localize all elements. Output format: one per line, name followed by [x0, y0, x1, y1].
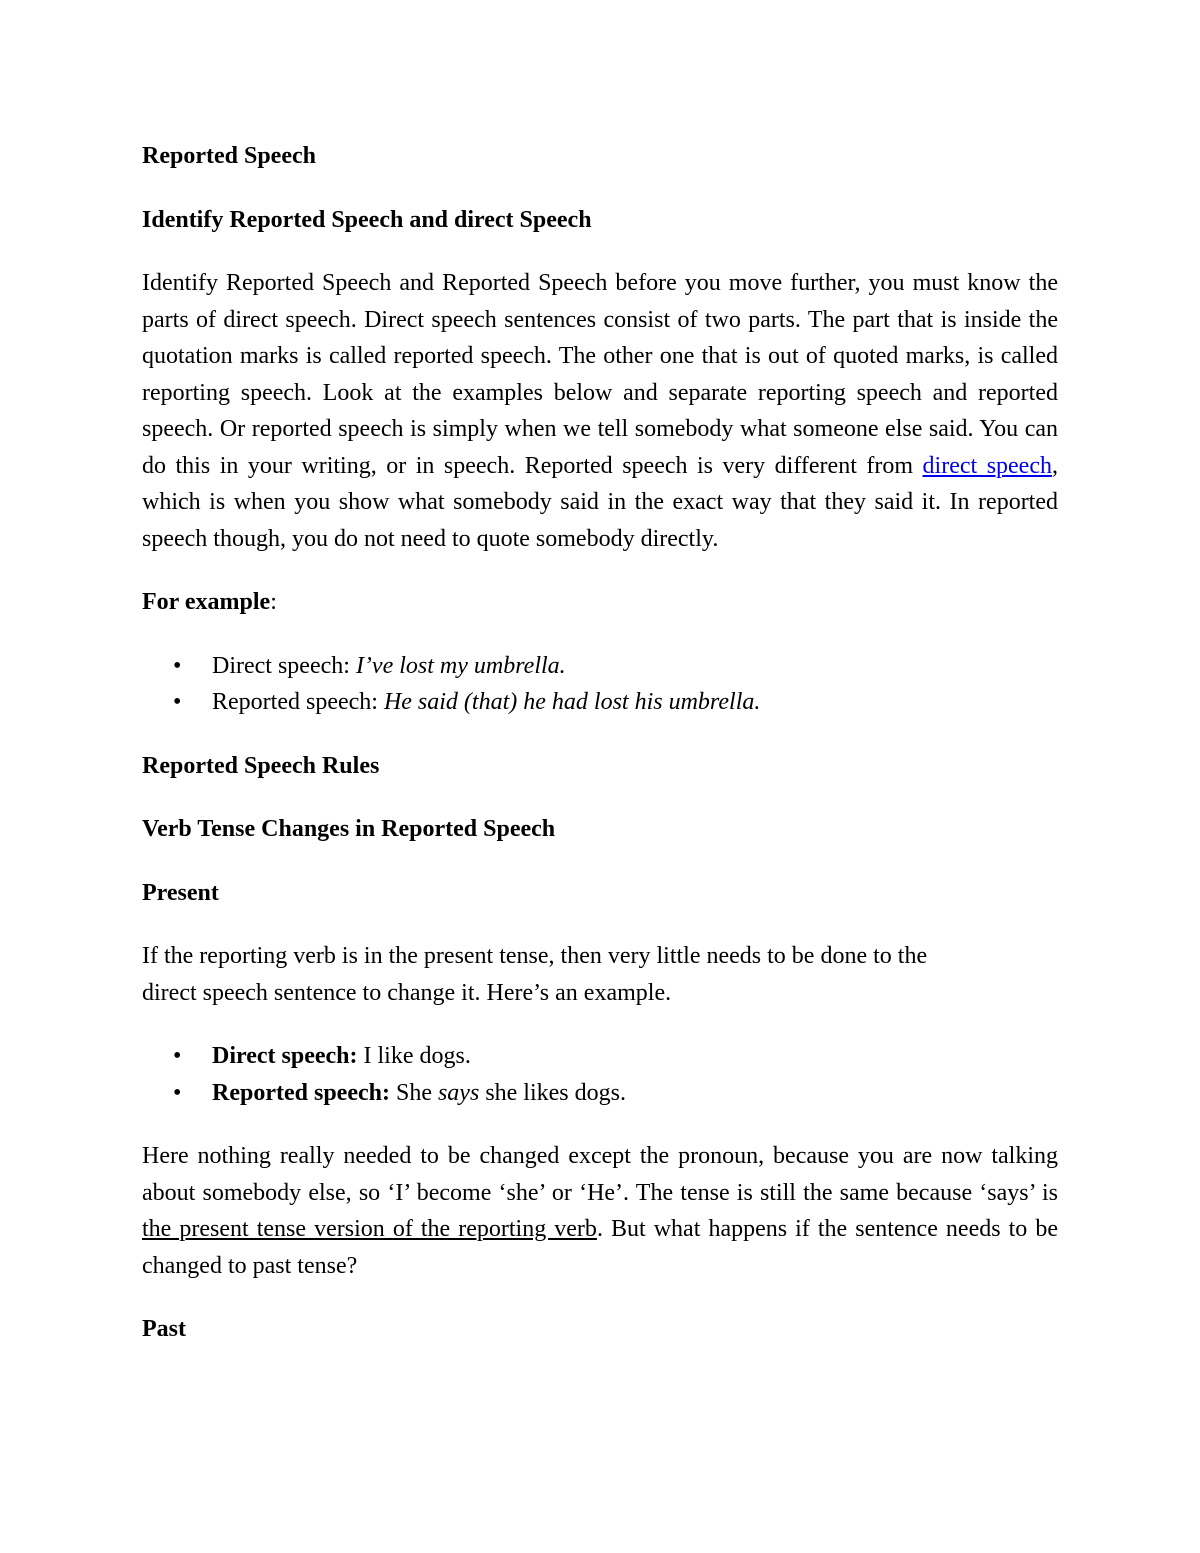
present-paragraph [142, 938, 1058, 1011]
section-heading-rules: Reported Speech Rules [142, 752, 380, 779]
present-examples-list [142, 1038, 1058, 1111]
explain-text-part1: Here nothing really needed to be changed except the pronoun, because you are [142, 1143, 942, 1169]
example-heading-colon: : [270, 589, 277, 615]
example-heading-text: For example [142, 589, 271, 615]
example-heading [142, 584, 1058, 621]
list-item [142, 648, 1058, 685]
examples-list [142, 648, 1058, 721]
list-item [142, 1038, 1058, 1075]
intro-text-part2: , which is when you show what somebody said in the exact way that they said it. In reported speech though, you do not need to quote somebody directly. [142, 452, 1058, 552]
document-page [142, 138, 1058, 1375]
example-text: He said (that) he had lost his umbrella. [383, 689, 761, 715]
section-heading-past: Past [142, 1316, 186, 1342]
section-heading-identify: Identify Reported Speech and direct Speech [142, 206, 592, 233]
example-text-before: She [389, 1079, 438, 1106]
list-item [142, 684, 1058, 721]
explain-text-part2: now talking about somebody else, so ‘I’ become ‘she’ or ‘He’. The tense is still the [142, 1143, 1058, 1206]
intro-paragraph [142, 265, 1058, 557]
example-label: Reported speech: [212, 689, 384, 715]
explain-underlined-text: the present tense version of the reporting verb [142, 1216, 597, 1242]
section-heading-present: Present [142, 879, 219, 906]
intro-text-part1: Identify Reported Speech and Reported Speech before you move further, you must know the parts of direct speech. Direct speech sentences consist of two parts. The part that is inside the quotation marks is called reported speech. The other one that is out of quoted marks, is called reporting speech. Look at the examples below and separate reporting speech and reported speech. Or reported speech is simply when we tell somebody what someone else said. You can do this in your writing, or in speech. Reported speech is very different from [142, 270, 1058, 479]
section-heading-verb-tense: Verb Tense Changes in Reported Speech [142, 816, 556, 842]
example-label: Direct speech: [212, 1043, 358, 1069]
document-title: Reported Speech [142, 143, 316, 169]
explanation-paragraph [142, 1138, 1058, 1284]
example-text: I like dogs. [357, 1043, 471, 1069]
example-label: Direct speech: [212, 652, 356, 679]
explain-text-part3: same because ‘says’ is [832, 1179, 1059, 1206]
explain-text-part4: . But what happens if the sentence needs to be changed to past tense? [142, 1216, 1058, 1279]
list-item [142, 1075, 1058, 1112]
example-text-after: she likes dogs. [479, 1079, 626, 1106]
direct-speech-link[interactable]: direct speech [922, 452, 1052, 479]
example-label: Reported speech: [212, 1079, 390, 1106]
example-text: I’ve lost my umbrella. [355, 652, 566, 679]
present-text-part1: If the reporting verb is in the present tense, then very little needs to be done to the [142, 943, 928, 969]
example-emphasis: says [437, 1079, 480, 1106]
present-text-part2: direct speech sentence to change it. Here’s an example. [142, 979, 672, 1006]
